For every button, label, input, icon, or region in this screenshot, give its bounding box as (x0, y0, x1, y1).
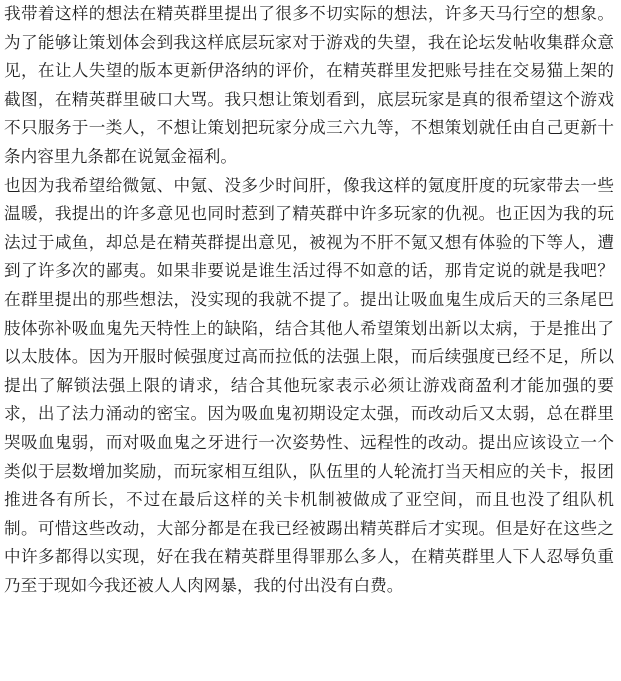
paragraph-2: 也因为我希望给微氪、中氪、没多少时间肝，像我这样的氪度肝度的玩家带去一些温暖，我提出的许多意见也同时惹到了精英群中许多玩家的仇视。也正因为我的玩法过于咸鱼，却总是在精英群提出意见，被视为不肝不氪又想有体验的下等人，遭到了许多次的鄙夷。如果非要说是谁生活过得不如意的话，那肯定说的就是我吧？ 在群里提出的那些想法，没实现的我就不提了。提出让吸血鬼生成后天的三条尾巴肢体弥补吸血鬼先天特性上的缺陷，结合其他人希望策划出新以太病，于是推出了以太肢体。因为开服时候强度过高而拉低的法强上限，而后续强度已经不足，所以提出了解锁法强上限的请求，结合其他玩家表示必须让游戏商盈利才能加强的要求，出了法力涌动的密宝。因为吸血鬼初期设定太强，而改动后又太弱，总在群里哭吸血鬼弱，而对吸血鬼之牙进行一次姿势性、远程性的改动。提出应该设立一个类似于层数增加奖励，而玩家相互组队，队伍里的人轮流打当天相应的关卡，报团推进各有所长，不过在最后这样的关卡机制被做成了亚空间，而且也没了组队机制。可惜这些改动，大部分都是在我已经被踢出精英群后才实现。但是好在这些之中许多都得以实现，好在我在精英群里得罪那么多人，在精英群里人下人忍辱负重乃至于现如今我还被人人肉网暴，我的付出没有白费。 (4, 175, 614, 595)
paragraph-1: 我带着这样的想法在精英群里提出了很多不切实际的想法，许多天马行空的想象。为了能够让策划体会到我这样底层玩家对于游戏的失望，我在论坛发帖收集群众意见，在让人失望的版本更新伊洛纳的评价，在精英群里发把账号挂在交易猫上架的截图，在精英群里破口大骂。我只想让策划看到，底层玩家是真的很希望这个游戏不只服务于一类人，不想让策划把玩家分成三六九等，不想策划就任由自己更新十条内容里九条都在说氪金福利。 (4, 4, 614, 166)
article-body (4, 0, 614, 600)
